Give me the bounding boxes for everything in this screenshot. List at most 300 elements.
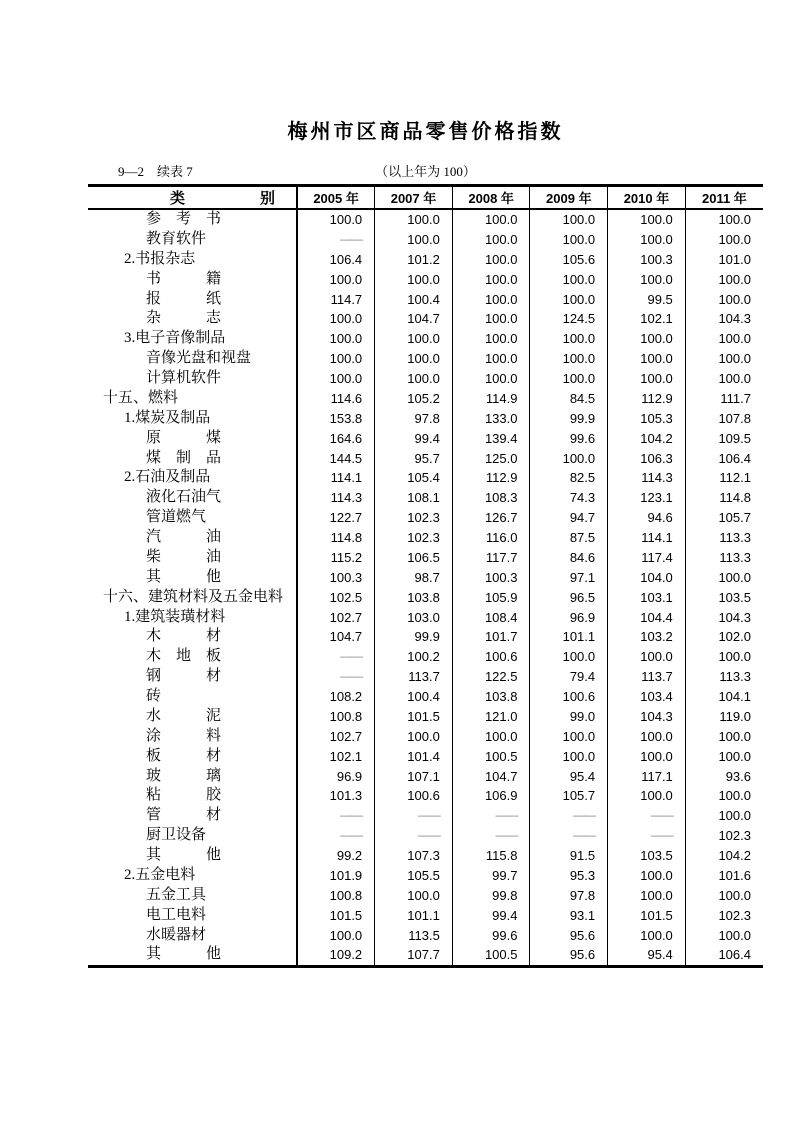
- page-content: [88, 0, 763, 1122]
- value-cell-missing: ——: [530, 806, 608, 826]
- value-cell: 103.5: [685, 588, 763, 608]
- value-cell: 100.0: [530, 329, 608, 349]
- value-cell: 100.0: [375, 369, 453, 389]
- row-label: 1.煤炭及制品: [124, 409, 211, 426]
- table-row: [88, 369, 763, 389]
- value-cell: 100.0: [452, 309, 530, 329]
- value-cell: 144.5: [297, 449, 375, 469]
- value-cell: 84.5: [530, 389, 608, 409]
- value-cell: 113.5: [375, 926, 453, 946]
- value-cell: 112.1: [685, 468, 763, 488]
- value-cell: 122.7: [297, 508, 375, 528]
- value-cell: 100.0: [530, 209, 608, 230]
- value-cell: 100.6: [375, 786, 453, 806]
- header-row: [88, 186, 763, 210]
- value-cell: 117.1: [608, 767, 686, 787]
- row-label: 原 煤: [146, 429, 222, 446]
- value-cell: 103.0: [375, 608, 453, 628]
- value-cell-missing: ——: [608, 826, 686, 846]
- value-cell: 94.6: [608, 508, 686, 528]
- value-cell: 121.0: [452, 707, 530, 727]
- value-cell: 114.3: [608, 468, 686, 488]
- value-cell: 104.4: [608, 608, 686, 628]
- value-cell: 96.9: [530, 608, 608, 628]
- table-row: [88, 209, 763, 230]
- value-cell: 100.0: [297, 349, 375, 369]
- value-cell: 114.8: [685, 488, 763, 508]
- value-cell: 102.5: [297, 588, 375, 608]
- row-label: 教育软件: [146, 230, 207, 247]
- value-cell: 99.6: [452, 926, 530, 946]
- value-cell: 96.9: [297, 767, 375, 787]
- table-row: [88, 687, 763, 707]
- table-row: [88, 647, 763, 667]
- value-cell: 97.1: [530, 568, 608, 588]
- value-cell: 87.5: [530, 528, 608, 548]
- value-cell: 100.0: [375, 886, 453, 906]
- row-label: 十五、燃料: [103, 389, 179, 406]
- row-label: 汽 油: [146, 529, 222, 545]
- row-label: 1.建筑装璜材料: [124, 608, 226, 625]
- value-cell: 100.0: [452, 329, 530, 349]
- value-cell: 101.1: [530, 627, 608, 647]
- value-cell: 95.6: [530, 926, 608, 946]
- value-cell: 100.0: [608, 886, 686, 906]
- value-cell: 99.9: [375, 627, 453, 647]
- value-cell: 101.5: [608, 906, 686, 926]
- value-cell: 104.7: [375, 309, 453, 329]
- value-cell: 98.7: [375, 568, 453, 588]
- value-cell-missing: ——: [452, 806, 530, 826]
- table-row: [88, 588, 763, 608]
- table-row: [88, 389, 763, 409]
- value-cell: 100.3: [297, 568, 375, 588]
- value-cell: 102.1: [297, 747, 375, 767]
- table-row: [88, 548, 763, 568]
- value-cell: 104.3: [608, 707, 686, 727]
- value-cell: 100.0: [375, 349, 453, 369]
- value-cell: 101.2: [375, 250, 453, 270]
- value-cell: 100.0: [685, 886, 763, 906]
- value-cell: 97.8: [375, 409, 453, 429]
- value-cell: 100.0: [608, 866, 686, 886]
- value-cell: 100.0: [685, 926, 763, 946]
- value-cell: 102.3: [685, 826, 763, 846]
- value-cell: 100.0: [530, 230, 608, 250]
- value-cell-missing: ——: [530, 826, 608, 846]
- value-cell: 101.5: [297, 906, 375, 926]
- value-cell: 104.7: [452, 767, 530, 787]
- table-row: [88, 846, 763, 866]
- column-header-year: 2008 年: [452, 186, 530, 210]
- value-cell: 100.0: [530, 349, 608, 369]
- value-cell: 100.0: [297, 369, 375, 389]
- value-cell: 100.0: [530, 290, 608, 310]
- row-label: 报 纸: [146, 290, 222, 307]
- value-cell: 82.5: [530, 468, 608, 488]
- row-label: 砖: [146, 688, 162, 704]
- value-cell: 100.6: [452, 647, 530, 667]
- table-row: [88, 409, 763, 429]
- value-cell: 107.8: [685, 409, 763, 429]
- value-cell: 102.7: [297, 608, 375, 628]
- value-cell: 101.1: [375, 906, 453, 926]
- value-cell: 100.8: [297, 707, 375, 727]
- table-body: [88, 209, 763, 967]
- table-row: [88, 309, 763, 329]
- value-cell: 123.1: [608, 488, 686, 508]
- row-label: 3.电子音像制品: [124, 330, 226, 347]
- value-cell: 100.0: [685, 747, 763, 767]
- value-cell: 100.0: [685, 369, 763, 389]
- value-cell: 103.4: [608, 687, 686, 707]
- table-row: [88, 926, 763, 946]
- value-cell: 103.8: [375, 588, 453, 608]
- table-row: [88, 727, 763, 747]
- value-cell-missing: ——: [375, 826, 453, 846]
- value-cell: 104.0: [608, 568, 686, 588]
- value-cell-missing: ——: [297, 667, 375, 687]
- value-cell: 100.0: [452, 230, 530, 250]
- row-label: 管道燃气: [146, 509, 207, 526]
- value-cell: 100.0: [685, 727, 763, 747]
- value-cell: 115.2: [297, 548, 375, 568]
- value-cell-missing: ——: [452, 826, 530, 846]
- table-row: [88, 349, 763, 369]
- table-row: [88, 826, 763, 846]
- value-cell: 119.0: [685, 707, 763, 727]
- value-cell: 74.3: [530, 488, 608, 508]
- value-cell: 106.4: [685, 945, 763, 966]
- value-cell: 108.1: [375, 488, 453, 508]
- table-row: [88, 945, 763, 966]
- row-label: 参 考 书: [146, 211, 222, 227]
- value-cell: 106.4: [685, 449, 763, 469]
- value-cell: 106.3: [608, 449, 686, 469]
- row-label: 玻 璃: [146, 767, 222, 784]
- value-cell: 111.7: [685, 389, 763, 409]
- value-cell: 104.2: [608, 429, 686, 449]
- value-cell: 91.5: [530, 846, 608, 866]
- table-meta-row: [88, 161, 763, 179]
- value-cell: 101.3: [297, 786, 375, 806]
- value-cell: 101.0: [685, 250, 763, 270]
- value-cell: 101.5: [375, 707, 453, 727]
- value-cell: 100.0: [608, 926, 686, 946]
- value-cell: 102.3: [375, 508, 453, 528]
- table-row: [88, 747, 763, 767]
- value-cell: 100.0: [452, 349, 530, 369]
- value-cell: 79.4: [530, 667, 608, 687]
- value-cell: 112.9: [452, 468, 530, 488]
- value-cell: 100.0: [608, 727, 686, 747]
- value-cell: 103.1: [608, 588, 686, 608]
- value-cell: 100.0: [375, 270, 453, 290]
- value-cell: 100.0: [685, 230, 763, 250]
- row-label: 2.五金电料: [124, 866, 196, 883]
- value-cell: 99.4: [375, 429, 453, 449]
- value-cell: 100.0: [608, 230, 686, 250]
- table-row: [88, 290, 763, 310]
- table-row: [88, 627, 763, 647]
- value-cell: 114.6: [297, 389, 375, 409]
- value-cell: 114.3: [297, 488, 375, 508]
- value-cell: 99.0: [530, 707, 608, 727]
- value-cell: 109.2: [297, 945, 375, 966]
- row-label: 其 他: [146, 847, 222, 863]
- value-cell: 99.8: [452, 886, 530, 906]
- value-cell: 103.2: [608, 627, 686, 647]
- value-cell: 101.4: [375, 747, 453, 767]
- value-cell: 100.3: [452, 568, 530, 588]
- column-header-year: 2005 年: [297, 186, 375, 210]
- row-label: 厨卫设备: [146, 827, 207, 844]
- value-cell: 100.0: [685, 290, 763, 310]
- value-cell: 139.4: [452, 429, 530, 449]
- value-cell: 100.0: [375, 727, 453, 747]
- row-label: 十六、建筑材料及五金电料: [103, 588, 284, 605]
- value-cell: 105.5: [375, 866, 453, 886]
- value-cell: 100.0: [530, 647, 608, 667]
- value-cell: 133.0: [452, 409, 530, 429]
- value-cell: 100.0: [608, 647, 686, 667]
- column-header-year: 2009 年: [530, 186, 608, 210]
- column-header-year: 2010 年: [608, 186, 686, 210]
- value-cell: 113.3: [685, 667, 763, 687]
- table-row: [88, 568, 763, 588]
- value-cell: 100.0: [297, 209, 375, 230]
- value-cell: 99.6: [530, 429, 608, 449]
- value-cell: 101.7: [452, 627, 530, 647]
- table-row: [88, 250, 763, 270]
- value-cell: 105.7: [530, 786, 608, 806]
- value-cell: 107.3: [375, 846, 453, 866]
- value-cell: 101.6: [685, 866, 763, 886]
- value-cell: 102.7: [297, 727, 375, 747]
- value-cell: 100.0: [530, 727, 608, 747]
- value-cell-missing: ——: [297, 647, 375, 667]
- value-cell: 100.0: [608, 209, 686, 230]
- price-index-table: [88, 184, 763, 968]
- value-cell: 95.3: [530, 866, 608, 886]
- value-cell: 100.0: [685, 329, 763, 349]
- value-cell: 114.7: [297, 290, 375, 310]
- value-cell: 96.5: [530, 588, 608, 608]
- value-cell: 124.5: [530, 309, 608, 329]
- row-label: 其 他: [146, 568, 222, 585]
- value-cell: 105.4: [375, 468, 453, 488]
- value-cell: 100.5: [452, 945, 530, 966]
- value-cell: 100.0: [375, 329, 453, 349]
- value-cell: 100.5: [452, 747, 530, 767]
- value-cell: 100.0: [452, 290, 530, 310]
- table-row: [88, 329, 763, 349]
- value-cell: 104.2: [685, 846, 763, 866]
- table-row: [88, 508, 763, 528]
- row-label: 书 籍: [146, 270, 222, 287]
- row-label: 木 地 板: [146, 648, 222, 665]
- value-cell: 113.3: [685, 528, 763, 548]
- table-row: [88, 608, 763, 628]
- value-cell: 100.0: [297, 309, 375, 329]
- value-cell: 107.1: [375, 767, 453, 787]
- value-cell: 100.0: [452, 270, 530, 290]
- value-cell: 100.4: [375, 290, 453, 310]
- value-cell: 114.1: [297, 468, 375, 488]
- value-cell: 100.0: [452, 209, 530, 230]
- value-cell: 105.3: [608, 409, 686, 429]
- value-cell: 125.0: [452, 449, 530, 469]
- value-cell: 102.0: [685, 627, 763, 647]
- value-cell: 106.9: [452, 786, 530, 806]
- row-label: 煤 制 品: [146, 449, 222, 466]
- value-cell: 112.9: [608, 389, 686, 409]
- row-label: 2.石油及制品: [124, 469, 211, 486]
- table-row: [88, 667, 763, 687]
- row-label: 液化石油气: [146, 489, 222, 506]
- value-cell: 103.8: [452, 687, 530, 707]
- table-row: [88, 468, 763, 488]
- value-cell: 114.1: [608, 528, 686, 548]
- row-label: 杂 志: [146, 310, 222, 327]
- table-row: [88, 866, 763, 886]
- value-cell: 100.0: [685, 349, 763, 369]
- value-cell: 100.0: [452, 369, 530, 389]
- value-cell: 103.5: [608, 846, 686, 866]
- value-cell: 93.1: [530, 906, 608, 926]
- value-cell: 105.7: [685, 508, 763, 528]
- value-cell: 117.7: [452, 548, 530, 568]
- value-cell: 100.0: [297, 926, 375, 946]
- value-cell: 100.3: [608, 250, 686, 270]
- value-cell: 100.0: [375, 209, 453, 230]
- value-cell: 104.7: [297, 627, 375, 647]
- value-cell: 95.7: [375, 449, 453, 469]
- value-cell: 100.0: [530, 747, 608, 767]
- value-cell-missing: ——: [297, 826, 375, 846]
- value-cell: 100.0: [685, 786, 763, 806]
- value-cell: 99.7: [452, 866, 530, 886]
- table-row: [88, 230, 763, 250]
- value-cell: 104.3: [685, 309, 763, 329]
- row-label: 五金工具: [146, 886, 207, 903]
- value-cell: 100.4: [375, 687, 453, 707]
- value-cell-missing: ——: [375, 806, 453, 826]
- value-cell: 104.3: [685, 608, 763, 628]
- value-cell: 100.0: [297, 329, 375, 349]
- row-label: 音像光盘和视盘: [146, 350, 252, 367]
- value-cell: 105.6: [530, 250, 608, 270]
- value-cell: 100.0: [530, 270, 608, 290]
- column-header-year: 2007 年: [375, 186, 453, 210]
- value-cell: 100.0: [685, 647, 763, 667]
- value-cell: 164.6: [297, 429, 375, 449]
- value-cell: 99.4: [452, 906, 530, 926]
- value-cell: 100.0: [685, 209, 763, 230]
- table-row: [88, 767, 763, 787]
- value-cell: 104.1: [685, 687, 763, 707]
- value-cell: 100.0: [685, 568, 763, 588]
- value-cell: 108.2: [297, 687, 375, 707]
- value-cell: 100.2: [375, 647, 453, 667]
- base-year-note: （以上年为 100）: [375, 164, 476, 179]
- row-label: 计算机软件: [146, 370, 222, 386]
- table-number: 9—2 续表 7: [118, 164, 193, 179]
- value-cell: 100.0: [297, 270, 375, 290]
- value-cell: 100.0: [375, 230, 453, 250]
- table-row: [88, 906, 763, 926]
- value-cell: 100.0: [685, 270, 763, 290]
- value-cell: 95.6: [530, 945, 608, 966]
- table-row: [88, 786, 763, 806]
- value-cell-missing: ——: [297, 806, 375, 826]
- value-cell-missing: ——: [297, 230, 375, 250]
- value-cell: 102.3: [375, 528, 453, 548]
- value-cell: 94.7: [530, 508, 608, 528]
- value-cell: 100.0: [452, 250, 530, 270]
- value-cell: 113.7: [608, 667, 686, 687]
- row-label: 木 材: [146, 628, 222, 645]
- value-cell: 84.6: [530, 548, 608, 568]
- value-cell: 153.8: [297, 409, 375, 429]
- value-cell: 99.5: [608, 290, 686, 310]
- value-cell: 100.0: [685, 806, 763, 826]
- value-cell: 95.4: [608, 945, 686, 966]
- table-row: [88, 886, 763, 906]
- value-cell: 108.3: [452, 488, 530, 508]
- value-cell: 95.4: [530, 767, 608, 787]
- column-header-year: 2011 年: [685, 186, 763, 210]
- value-cell: 115.8: [452, 846, 530, 866]
- value-cell: 113.7: [375, 667, 453, 687]
- row-label: 其 他: [146, 946, 222, 963]
- category-column-header: 类 别: [88, 186, 297, 210]
- value-cell: 101.9: [297, 866, 375, 886]
- value-cell: 105.9: [452, 588, 530, 608]
- row-label: 钢 材: [146, 668, 222, 685]
- table-row: [88, 488, 763, 508]
- page-title: 梅州市区商品零售价格指数: [287, 121, 564, 143]
- value-cell: 107.7: [375, 945, 453, 966]
- value-cell: 122.5: [452, 667, 530, 687]
- row-label: 粘 胶: [146, 787, 222, 804]
- table-header: [88, 186, 763, 210]
- value-cell-missing: ——: [608, 806, 686, 826]
- value-cell: 102.1: [608, 309, 686, 329]
- value-cell: 109.5: [685, 429, 763, 449]
- table-row: [88, 806, 763, 826]
- value-cell: 108.4: [452, 608, 530, 628]
- value-cell: 100.0: [608, 786, 686, 806]
- value-cell: 100.6: [530, 687, 608, 707]
- value-cell: 126.7: [452, 508, 530, 528]
- row-label: 水 泥: [146, 707, 222, 724]
- table-row: [88, 707, 763, 727]
- row-label: 涂 料: [146, 727, 222, 744]
- value-cell: 117.4: [608, 548, 686, 568]
- value-cell: 106.4: [297, 250, 375, 270]
- row-label: 水暖器材: [146, 926, 207, 943]
- value-cell: 100.0: [608, 369, 686, 389]
- table-row: [88, 449, 763, 469]
- value-cell: 93.6: [685, 767, 763, 787]
- table-row: [88, 528, 763, 548]
- value-cell: 100.0: [452, 727, 530, 747]
- value-cell: 102.3: [685, 906, 763, 926]
- value-cell: 100.0: [530, 369, 608, 389]
- row-label: 板 材: [146, 747, 222, 764]
- value-cell: 99.2: [297, 846, 375, 866]
